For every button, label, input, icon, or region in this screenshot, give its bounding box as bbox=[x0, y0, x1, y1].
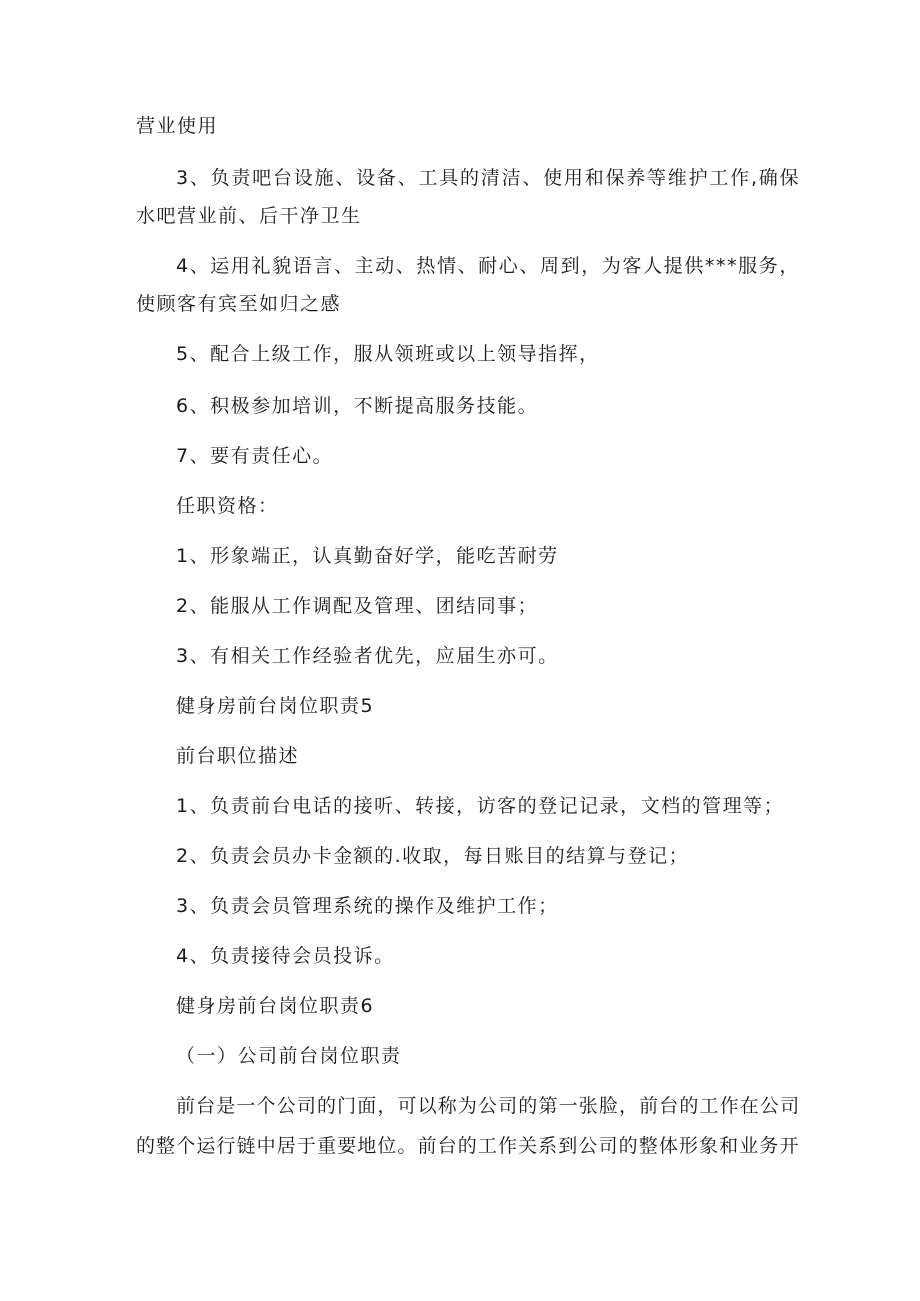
duty-item-3-cont: 水吧营业前、后干净卫生 bbox=[136, 205, 362, 227]
subsection-heading-1: （一）公司前台岗位职责 bbox=[176, 1045, 402, 1067]
duty-item-4-cont: 使顾客有宾至如归之感 bbox=[136, 293, 342, 315]
section-heading-description: 前台职位描述 bbox=[176, 745, 300, 767]
paragraph-line-1: 前台是一个公司的门面，可以称为公司的第一张脸，前台的工作在公司 bbox=[176, 1095, 801, 1117]
section-title-5: 健身房前台岗位职责5 bbox=[176, 695, 375, 717]
description-item-2: 2、负责会员办卡金额的.收取，每日账目的结算与登记； bbox=[176, 845, 690, 867]
text-line-continuation: 营业使用 bbox=[136, 115, 219, 137]
description-item-4: 4、负责接待会员投诉。 bbox=[176, 945, 395, 967]
qualification-item-1: 1、形象端正，认真勤奋好学，能吃苦耐劳 bbox=[176, 545, 559, 567]
description-item-1: 1、负责前台电话的接听、转接，访客的登记记录，文档的管理等； bbox=[176, 795, 785, 817]
description-item-3: 3、负责会员管理系统的操作及维护工作； bbox=[176, 895, 559, 917]
paragraph-line-2: 的整个运行链中居于重要地位。前台的工作关系到公司的整体形象和业务开 bbox=[136, 1135, 800, 1157]
duty-item-6: 6、积极参加培训，不断提高服务技能。 bbox=[176, 395, 539, 417]
duty-item-5: 5、配合上级工作，服从领班或以上领导指挥， bbox=[176, 343, 600, 365]
duty-item-4: 4、运用礼貌语言、主动、热情、耐心、周到，为客人提供***服务， bbox=[176, 255, 800, 277]
duty-item-7: 7、要有责任心。 bbox=[176, 445, 334, 467]
qualification-item-2: 2、能服从工作调配及管理、团结同事； bbox=[176, 595, 539, 617]
qualification-item-3: 3、有相关工作经验者优先，应届生亦可。 bbox=[176, 645, 559, 667]
section-title-6: 健身房前台岗位职责6 bbox=[176, 995, 375, 1017]
duty-item-3: 3、负责吧台设施、设备、工具的清洁、使用和保养等维护工作,确保 bbox=[176, 167, 801, 189]
section-heading-qualifications: 任职资格： bbox=[176, 495, 279, 517]
